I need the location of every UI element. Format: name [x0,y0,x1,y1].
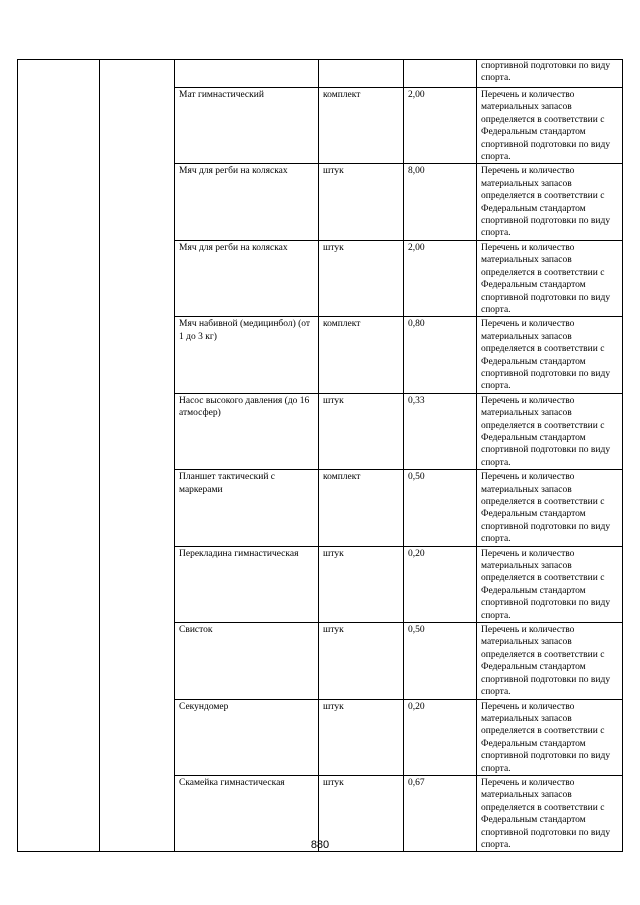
merged-column-a [18,60,100,852]
quantity-cell: 2,00 [404,88,477,164]
quantity-cell: 0,20 [404,699,477,775]
merged-column-b [100,60,175,852]
table-body [18,60,623,852]
unit-cell: комплект [319,470,404,546]
note-cell: Перечень и количество материальных запасов определяется в соответствии с Федеральным стандартом спортивной подготовки по виду спорта. [477,546,623,622]
item-name-cell: Насос высокого давления (до 16 атмосфер) [175,393,319,469]
note-cell: Перечень и количество материальных запасов определяется в соответствии с Федеральным стандартом спортивной подготовки по виду спорта. [477,317,623,393]
note-cell: Перечень и количество материальных запасов определяется в соответствии с Федеральным стандартом спортивной подготовки по виду спорта. [477,470,623,546]
note-cell: спортивной подготовки по виду спорта. [477,60,623,88]
unit-cell: штук [319,393,404,469]
item-name-cell: Свисток [175,623,319,699]
unit-cell: штук [319,164,404,240]
page-number: 880 [310,839,330,851]
quantity-cell: 0,50 [404,470,477,546]
quantity-cell: 0,20 [404,546,477,622]
quantity-cell: 0,50 [404,623,477,699]
item-name-cell: Мяч для регби на колясках [175,164,319,240]
item-name-cell: Мат гимнастический [175,88,319,164]
note-cell: Перечень и количество материальных запасов определяется в соответствии с Федеральным стандартом спортивной подготовки по виду спорта. [477,240,623,316]
unit-cell: комплект [319,88,404,164]
item-name-cell: Мяч набивной (медицинбол) (от 1 до 3 кг) [175,317,319,393]
item-name-cell: Перекладина гимнастическая [175,546,319,622]
note-cell: Перечень и количество материальных запасов определяется в соответствии с Федеральным стандартом спортивной подготовки по виду спорта. [477,623,623,699]
note-cell: Перечень и количество материальных запасов определяется в соответствии с Федеральным стандартом спортивной подготовки по виду спорта. [477,699,623,775]
unit-cell: штук [319,623,404,699]
quantity-cell: 8,00 [404,164,477,240]
quantity-cell [404,60,477,88]
unit-cell: штук [319,699,404,775]
note-cell: Перечень и количество материальных запасов определяется в соответствии с Федеральным стандартом спортивной подготовки по виду спорта. [477,775,623,851]
unit-cell: штук [319,240,404,316]
unit-cell: штук [319,775,404,851]
item-name-cell: Мяч для регби на колясках [175,240,319,316]
quantity-cell: 0,80 [404,317,477,393]
quantity-cell: 2,00 [404,240,477,316]
item-name-cell [175,60,319,88]
unit-cell [319,60,404,88]
item-name-cell: Скамейка гимнастическая [175,775,319,851]
continuation-row [18,60,623,88]
equipment-table [17,59,623,852]
unit-cell: штук [319,546,404,622]
note-cell: Перечень и количество материальных запасов определяется в соответствии с Федеральным стандартом спортивной подготовки по виду спорта. [477,164,623,240]
quantity-cell: 0,33 [404,393,477,469]
item-name-cell: Секундомер [175,699,319,775]
note-cell: Перечень и количество материальных запасов определяется в соответствии с Федеральным стандартом спортивной подготовки по виду спорта. [477,393,623,469]
note-cell: Перечень и количество материальных запасов определяется в соответствии с Федеральным стандартом спортивной подготовки по виду спорта. [477,88,623,164]
quantity-cell: 0,67 [404,775,477,851]
item-name-cell: Планшет тактический с маркерами [175,470,319,546]
unit-cell: комплект [319,317,404,393]
